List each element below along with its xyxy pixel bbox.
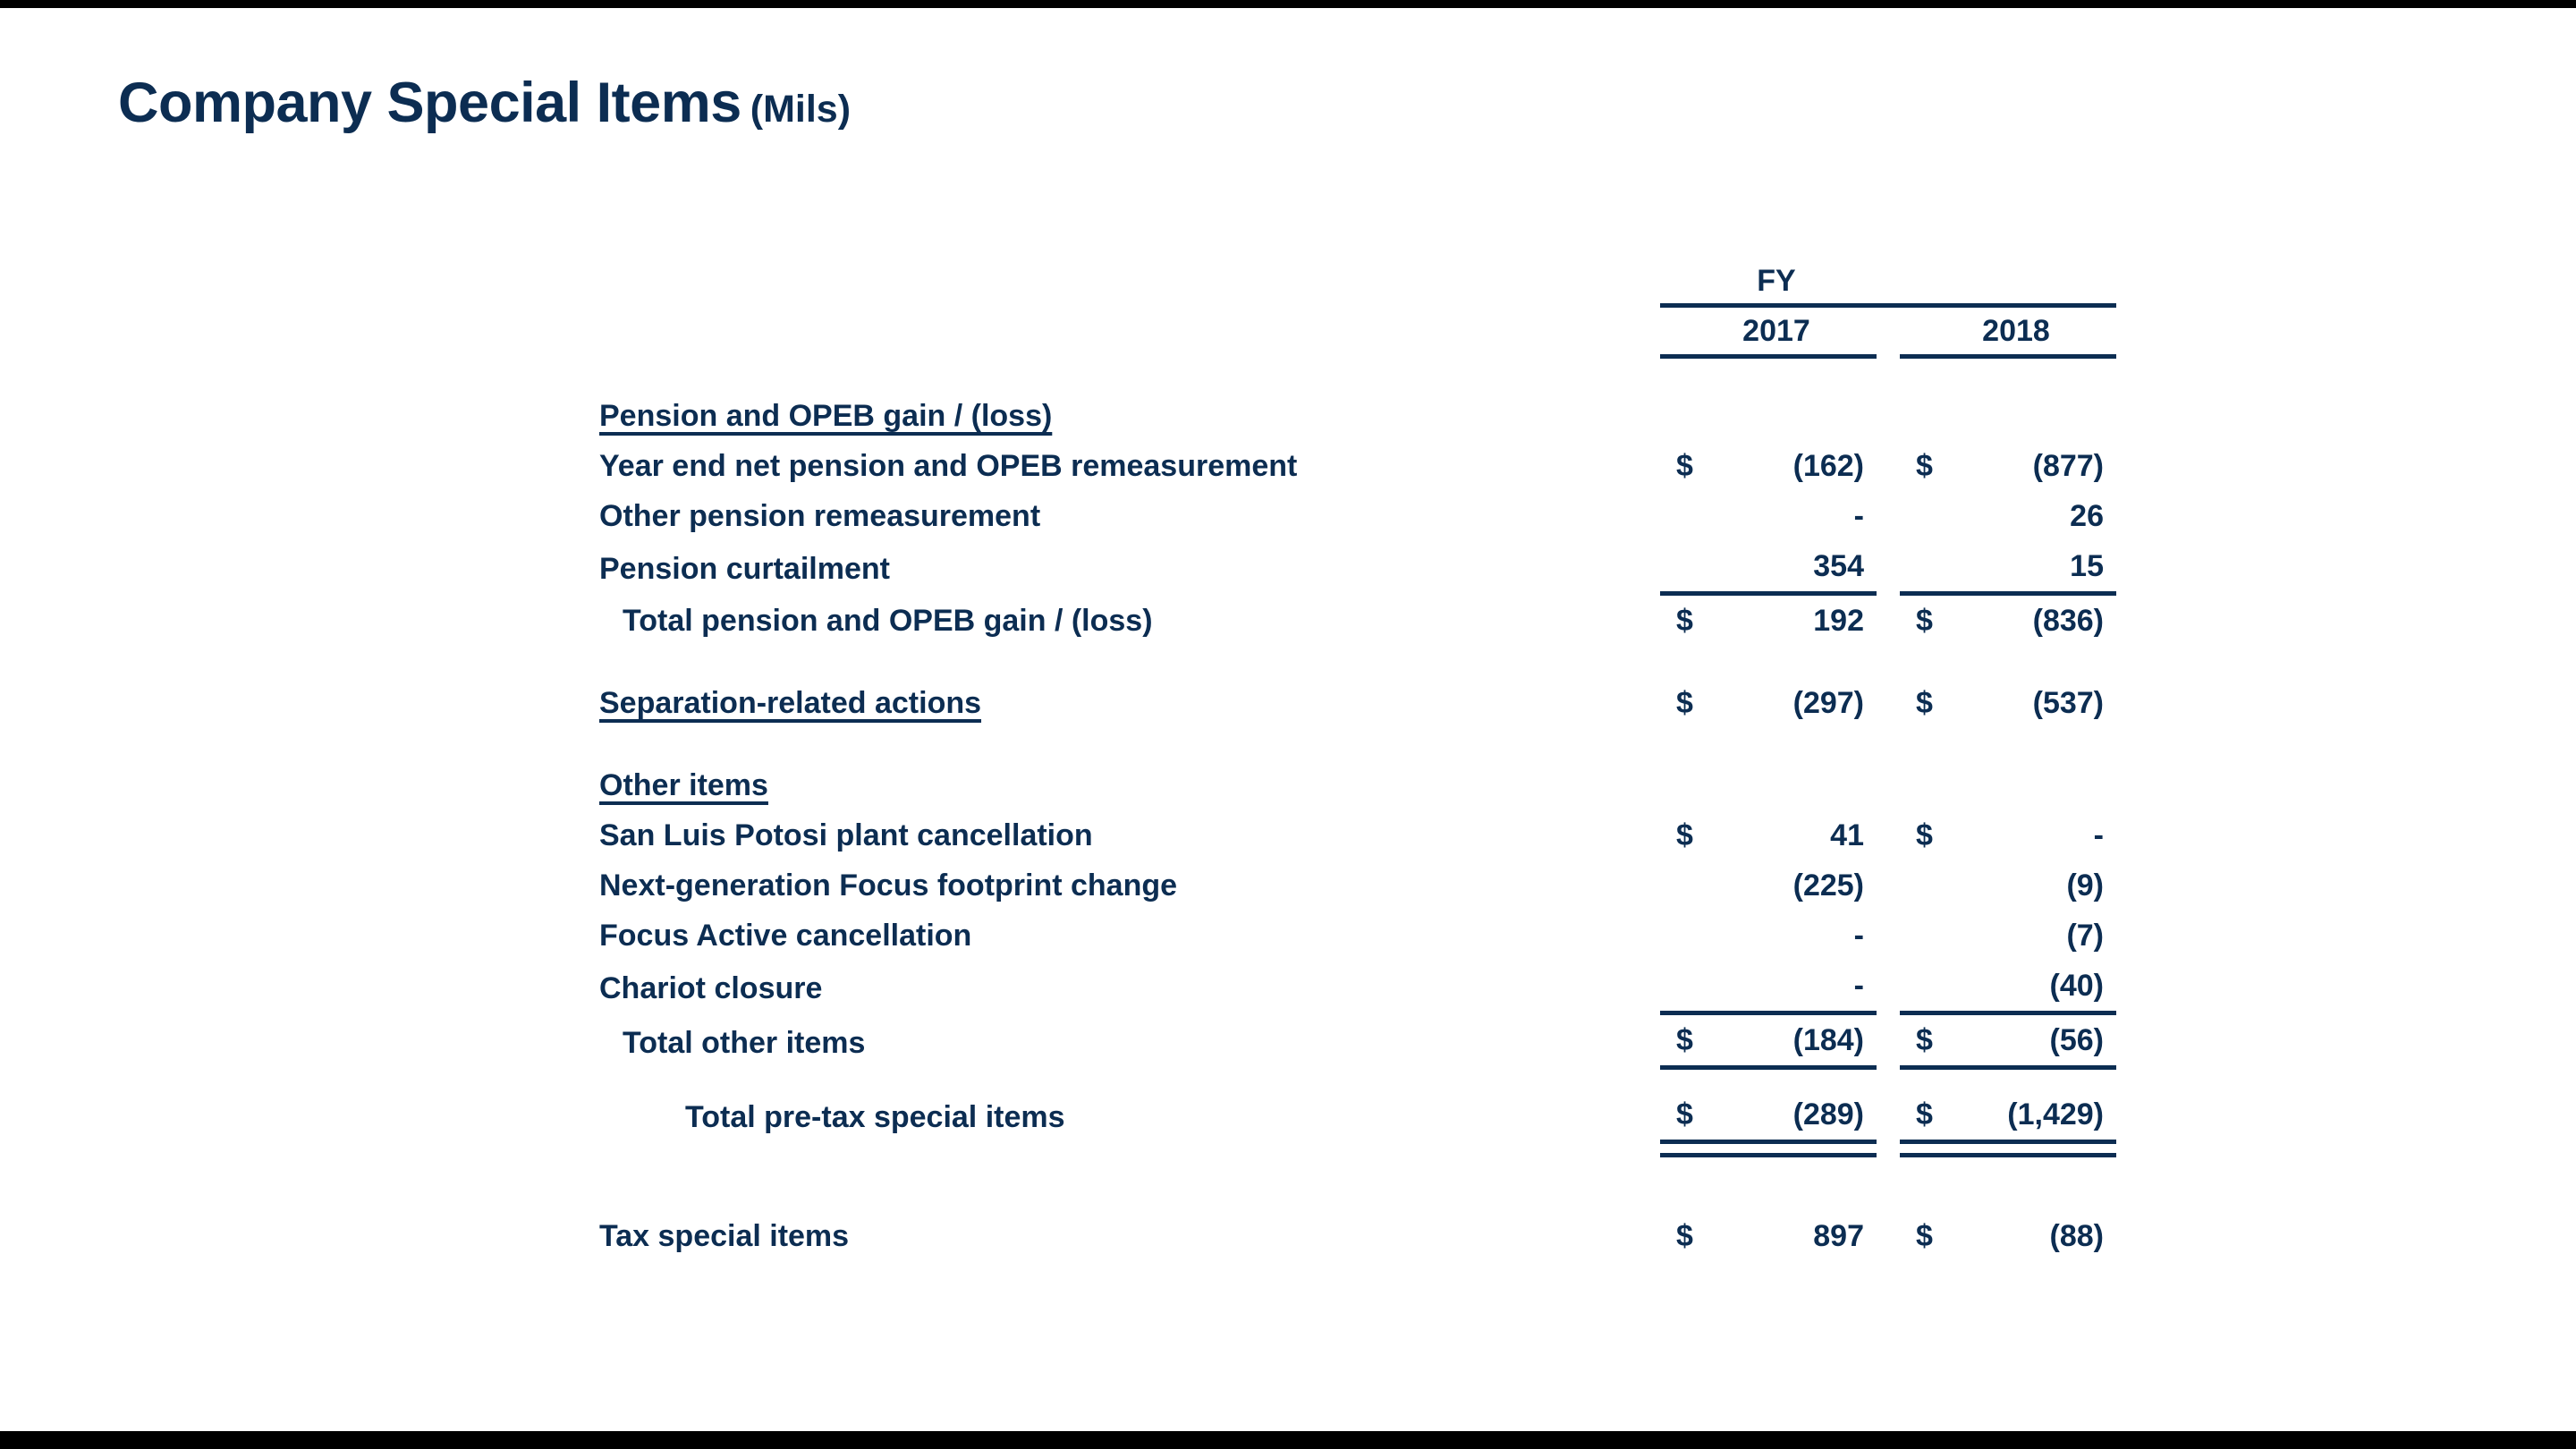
row-value-2018: (7)	[2066, 919, 2104, 953]
grand-total-value-2017: (289)	[1792, 1097, 1864, 1131]
bottom-black-bar	[0, 1431, 2576, 1449]
total-value-2018: (56)	[2049, 1023, 2104, 1057]
grand-total-currency-2017: $	[1676, 1097, 1693, 1131]
row-currency-2017	[1660, 961, 1732, 1013]
total-label: Total other items	[623, 1025, 866, 1060]
total-value-2018: (836)	[2032, 604, 2104, 638]
row-currency-2018	[1900, 911, 1971, 961]
total-currency-2017: $	[1676, 604, 1693, 638]
table-row	[599, 441, 2116, 491]
section-heading-pension-cell	[599, 391, 1660, 441]
separation-currency-2017: $	[1676, 686, 1693, 720]
row-label: Focus Active cancellation	[599, 919, 972, 953]
row-currency-2018	[1900, 491, 1971, 541]
row-label: Pension curtailment	[599, 551, 890, 586]
row-value-2017: -	[1853, 919, 1864, 953]
table-row	[599, 541, 2116, 594]
row-label: Other pension remeasurement	[599, 499, 1041, 533]
row-value-2018: (40)	[1971, 961, 2116, 1013]
section-heading-other-label: Other items	[599, 768, 768, 802]
title-main-text: Company Special Items	[118, 72, 741, 134]
section-heading-pension-label: Pension and OPEB gain / (loss)	[599, 399, 1053, 433]
row-value-2017: (162)	[1792, 449, 1864, 483]
header-spacer-cell	[599, 258, 1660, 306]
row-label: San Luis Potosi plant cancellation	[599, 818, 1093, 852]
grand-total-currency-2018: $	[1916, 1097, 1933, 1131]
column-header-2018: 2018	[1900, 306, 2116, 357]
row-currency-2017	[1660, 860, 1732, 911]
header-fy-gap	[1877, 258, 1900, 306]
table-row	[599, 961, 2116, 1013]
row-currency-2018	[1900, 541, 1971, 594]
section-total-row-pension	[599, 594, 2116, 647]
row-currency-2017: $	[1676, 449, 1693, 483]
header-year-spacer	[599, 306, 1660, 357]
section-heading-separation-label: Separation-related actions	[599, 686, 982, 720]
grand-total-value-2018: (1,429)	[2007, 1097, 2104, 1131]
total-currency-2017: $	[1676, 1023, 1693, 1057]
row-currency-2018: $	[1916, 818, 1933, 852]
row-value-2018: -	[2093, 818, 2104, 852]
row-currency-2018	[1900, 961, 1971, 1013]
table-header-years-row	[599, 306, 2116, 357]
table-row	[599, 491, 2116, 541]
row-value-2017: 354	[1732, 541, 1877, 594]
section-row-separation	[599, 678, 2116, 728]
spacer-after-header	[599, 357, 2116, 392]
grand-total-double-rule-b	[599, 1156, 2116, 1167]
tax-row-value-2017: 897	[1813, 1219, 1864, 1253]
top-black-bar	[0, 0, 2576, 8]
total-label: Total pension and OPEB gain / (loss)	[623, 604, 1153, 638]
table-header-group-row	[599, 258, 2116, 306]
row-currency-2018: $	[1916, 449, 1933, 483]
title-units-text: (Mils)	[750, 88, 852, 131]
row-value-2018: 15	[1971, 541, 2116, 594]
spacer-after-separation	[599, 728, 2116, 760]
section-heading-separation-cell	[599, 678, 1660, 728]
row-label: Next-generation Focus footprint change	[599, 869, 1178, 902]
section-total-row-other	[599, 1013, 2116, 1068]
total-value-2017: (184)	[1792, 1023, 1864, 1057]
slide-canvas	[0, 8, 2576, 1431]
table-row	[599, 860, 2116, 911]
column-header-2017: 2017	[1660, 306, 1877, 357]
row-value-2017: -	[1732, 961, 1877, 1013]
table-row	[599, 810, 2116, 860]
grand-total-double-rule-a	[599, 1142, 2116, 1156]
grand-total-top-rule-row	[599, 1068, 2116, 1090]
row-currency-2017	[1660, 491, 1732, 541]
total-value-2017: 192	[1813, 604, 1864, 638]
tax-special-items-row	[599, 1211, 2116, 1261]
header-year-gap	[1877, 306, 1900, 357]
grand-total-row	[599, 1089, 2116, 1142]
section-heading-other-cell	[599, 760, 1660, 810]
tax-row-currency-2017: $	[1676, 1219, 1693, 1253]
row-currency-2017	[1660, 911, 1732, 961]
total-currency-2018: $	[1916, 1023, 1933, 1057]
section-heading-row-pension	[599, 391, 2116, 441]
page-title	[118, 71, 851, 135]
header-fy-label-right	[1900, 258, 2116, 306]
row-value-2017: 41	[1830, 818, 1864, 852]
table-row	[599, 911, 2116, 961]
grand-total-label: Total pre-tax special items	[685, 1099, 1065, 1134]
spacer-after-pension	[599, 646, 2116, 678]
tax-row-label: Tax special items	[599, 1219, 850, 1253]
tax-row-currency-2018: $	[1916, 1219, 1933, 1253]
row-currency-2017: $	[1676, 818, 1693, 852]
row-currency-2017	[1660, 541, 1732, 594]
separation-currency-2018: $	[1916, 686, 1933, 720]
separation-value-2018: (537)	[2032, 686, 2104, 720]
separation-value-2017: (297)	[1792, 686, 1864, 720]
row-value-2017: (225)	[1792, 869, 1864, 902]
special-items-table	[599, 258, 2116, 1261]
row-label: Year end net pension and OPEB remeasurement	[599, 449, 1298, 483]
section-heading-row-other	[599, 760, 2116, 810]
row-value-2018: (9)	[2066, 869, 2104, 902]
total-currency-2018: $	[1916, 604, 1933, 638]
row-label: Chariot closure	[599, 970, 823, 1005]
tax-row-value-2018: (88)	[2049, 1219, 2104, 1253]
spacer-before-tax-row	[599, 1166, 2116, 1211]
row-value-2018: (877)	[2032, 449, 2104, 483]
row-value-2018: 26	[2070, 499, 2104, 533]
row-currency-2018	[1900, 860, 1971, 911]
row-value-2017: -	[1853, 499, 1864, 533]
header-fy-label-left: FY	[1660, 258, 1877, 306]
